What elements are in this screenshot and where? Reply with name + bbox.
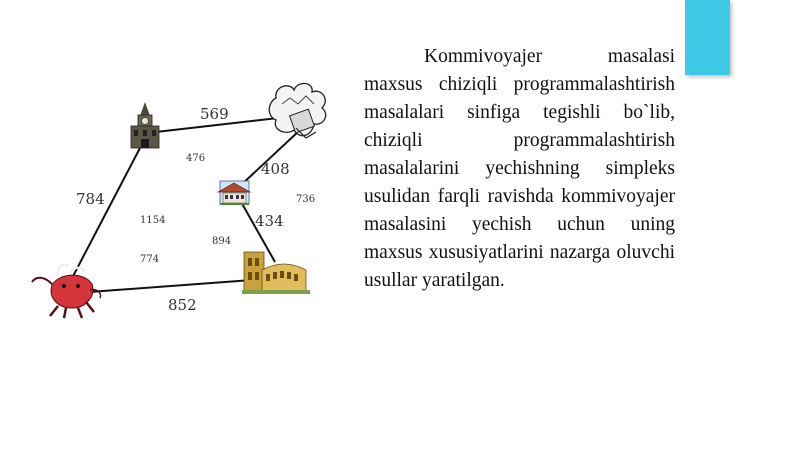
house-icon xyxy=(218,181,250,205)
castle-icon xyxy=(269,83,325,138)
bull-icon xyxy=(32,265,101,318)
edge-label-a-b: 569 xyxy=(200,105,229,123)
distance-label-b-d: 736 xyxy=(296,194,316,205)
edge-label-a-e: 784 xyxy=(76,190,105,208)
route-diagram xyxy=(0,0,360,449)
distance-label-c-e: 894 xyxy=(212,236,232,247)
distance-label-a-d: 1154 xyxy=(140,215,166,226)
edge-label-c-d: 434 xyxy=(255,212,284,230)
clock-tower-icon xyxy=(131,102,159,148)
colosseum-icon xyxy=(242,252,310,294)
edge-label-d-e: 852 xyxy=(168,296,197,314)
edge-a-e xyxy=(70,148,140,282)
distance-label-b-e: 774 xyxy=(140,254,160,265)
description-paragraph: Kommivoyajer masalasi maxsus chiziqli programmalashtirish masalalari sinfiga tegishli bo`lib, chiziqli programmalashtirish masalalarini yechishning simpleks usulidan farqli ravishda kommivoyajer masalasini yechish uchun uning maxsus xususiyatlarini nazarga oluvchi usullar yaratilgan. xyxy=(364,46,675,291)
edge-d-e xyxy=(76,280,252,293)
distance-label-a-c: 476 xyxy=(186,153,206,164)
accent-bar xyxy=(685,0,730,75)
edge-label-b-c: 408 xyxy=(261,160,290,178)
